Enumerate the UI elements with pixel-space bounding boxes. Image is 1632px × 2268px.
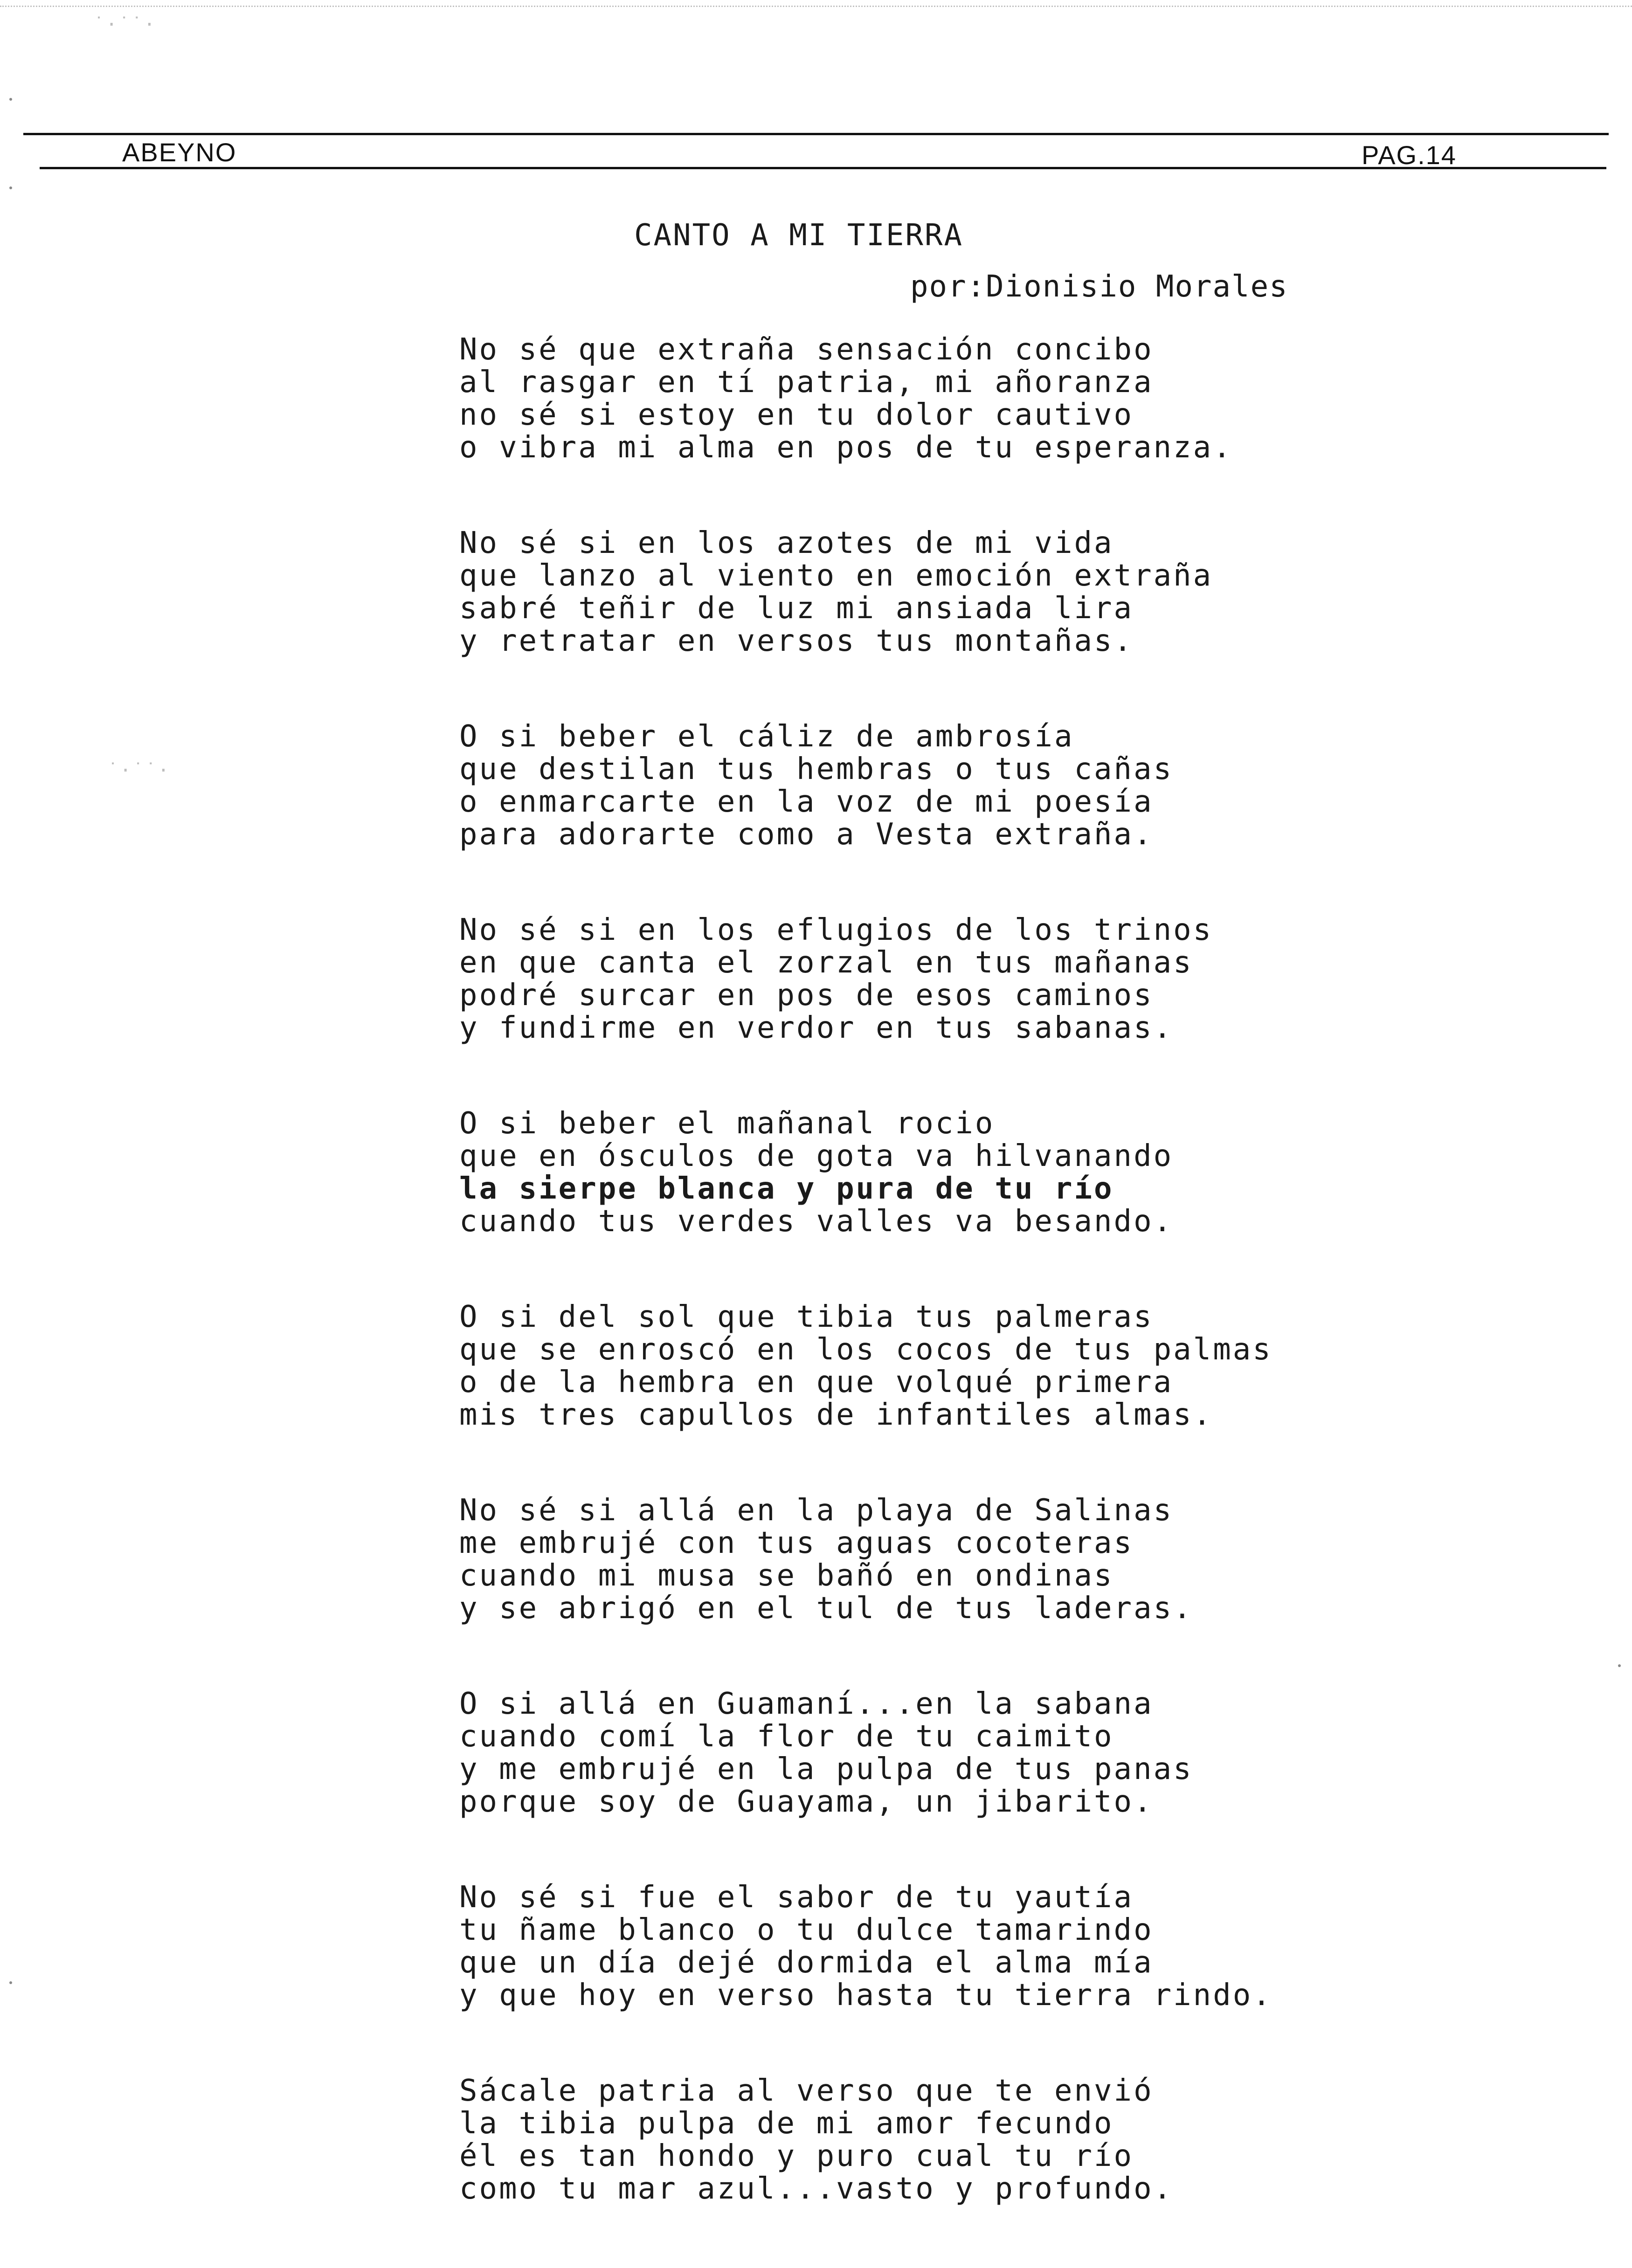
poem-line: O si beber el cáliz de ambrosía [459, 719, 1074, 754]
poem-line: no sé si estoy en tu dolor cautivo [459, 398, 1134, 432]
stanza [459, 1688, 1578, 1818]
poem-line: que lanzo al viento en emoción extraña [459, 558, 1213, 593]
margin-scan-artifact: ˙·˙˙· [93, 14, 157, 35]
stanza [459, 1107, 1578, 1238]
poem-line: sabré teñir de luz mi ansiada lira [459, 591, 1134, 626]
poem-line: que en ósculos de gota va hilvanando [459, 1139, 1174, 1173]
poem-line: No sé que extraña sensación concibo [459, 332, 1154, 367]
poem-line: él es tan hondo y puro cual tu río [459, 2139, 1134, 2173]
poem-line: o vibra mi alma en pos de tu esperanza. [459, 430, 1233, 465]
poem-line: No sé si en los eflugios de los trinos [459, 913, 1213, 947]
margin-speck [9, 186, 12, 189]
scan-noise-strip [0, 6, 1632, 26]
poem-line: cuando tus verdes valles va besando. [459, 1204, 1174, 1239]
poem-line: la sierpe blanca y pura de tu río [459, 1172, 1114, 1206]
publication-name: ABEYNO [122, 138, 237, 167]
poem-line: O si allá en Guamaní...en la sabana [459, 1687, 1154, 1721]
page-number: PAG.14 [1362, 140, 1457, 170]
margin-speck [9, 1981, 12, 1984]
poem-line: No sé si allá en la playa de Salinas [459, 1493, 1174, 1528]
poem-line: y me embrujé en la pulpa de tus panas [459, 1752, 1193, 1786]
poem-line: y que hoy en verso hasta tu tierra rindo. [459, 1978, 1272, 2013]
poem-line: No sé si fue el sabor de tu yautía [459, 1880, 1134, 1915]
poem-line: O si beber el mañanal rocio [459, 1106, 995, 1141]
stanza [459, 2075, 1578, 2205]
poem-line: y se abrigó en el tul de tus laderas. [459, 1591, 1193, 1626]
stanza [459, 720, 1578, 851]
margin-scan-artifact: ˙·˙˙· [107, 760, 171, 781]
poem-line: podré surcar en pos de esos caminos [459, 978, 1154, 1013]
margin-speck [1618, 1664, 1621, 1667]
poem-line: O si del sol que tibia tus palmeras [459, 1300, 1154, 1334]
poem-line: como tu mar azul...vasto y profundo. [459, 2171, 1174, 2206]
poem-line: Sácale patria al verso que te envió [459, 2074, 1154, 2108]
poem-line: y retratar en versos tus montañas. [459, 624, 1134, 658]
margin-speck [9, 98, 12, 101]
poem-line: o enmarcarte en la voz de mi poesía [459, 785, 1154, 819]
poem-line: al rasgar en tí patria, mi añoranza [459, 365, 1154, 400]
stanza [459, 1301, 1578, 1431]
poem-line: la tibia pulpa de mi amor fecundo [459, 2106, 1114, 2141]
header-rule-bottom [40, 167, 1606, 169]
poem-line: porque soy de Guayama, un jibarito. [459, 1785, 1154, 1819]
poem-line: en que canta el zorzal en tus mañanas [459, 945, 1193, 980]
poem-line: y fundirme en verdor en tus sabanas. [459, 1011, 1174, 1045]
stanza [459, 1494, 1578, 1625]
poem-line: No sé si en los azotes de mi vida [459, 526, 1114, 560]
poem-body [459, 333, 1578, 2268]
poem-line: que destilan tus hembras o tus cañas [459, 752, 1174, 786]
poem-line: mis tres capullos de infantiles almas. [459, 1398, 1213, 1432]
poem-line: que un día dejé dormida el alma mía [459, 1945, 1154, 1980]
poem-title: CANTO A MI TIERRA [634, 218, 964, 253]
poem-line: me embrujé con tus aguas cocoteras [459, 1526, 1134, 1560]
stanza [459, 1881, 1578, 2012]
poem-line: cuando comí la flor de tu caimito [459, 1719, 1114, 1754]
stanza [459, 527, 1578, 657]
poem-line: que se enroscó en los cocos de tus palmas [459, 1332, 1272, 1367]
poem-line: para adorarte como a Vesta extraña. [459, 817, 1154, 852]
stanza [459, 914, 1578, 1044]
poem-line: cuando mi musa se bañó en ondinas [459, 1558, 1114, 1593]
poem-line: o de la hembra en que volqué primera [459, 1365, 1174, 1399]
poem-line: tu ñame blanco o tu dulce tamarindo [459, 1913, 1154, 1947]
poem-author: por:Dionisio Morales [910, 269, 1288, 304]
stanza [459, 333, 1578, 464]
header-rule-top [23, 133, 1609, 135]
